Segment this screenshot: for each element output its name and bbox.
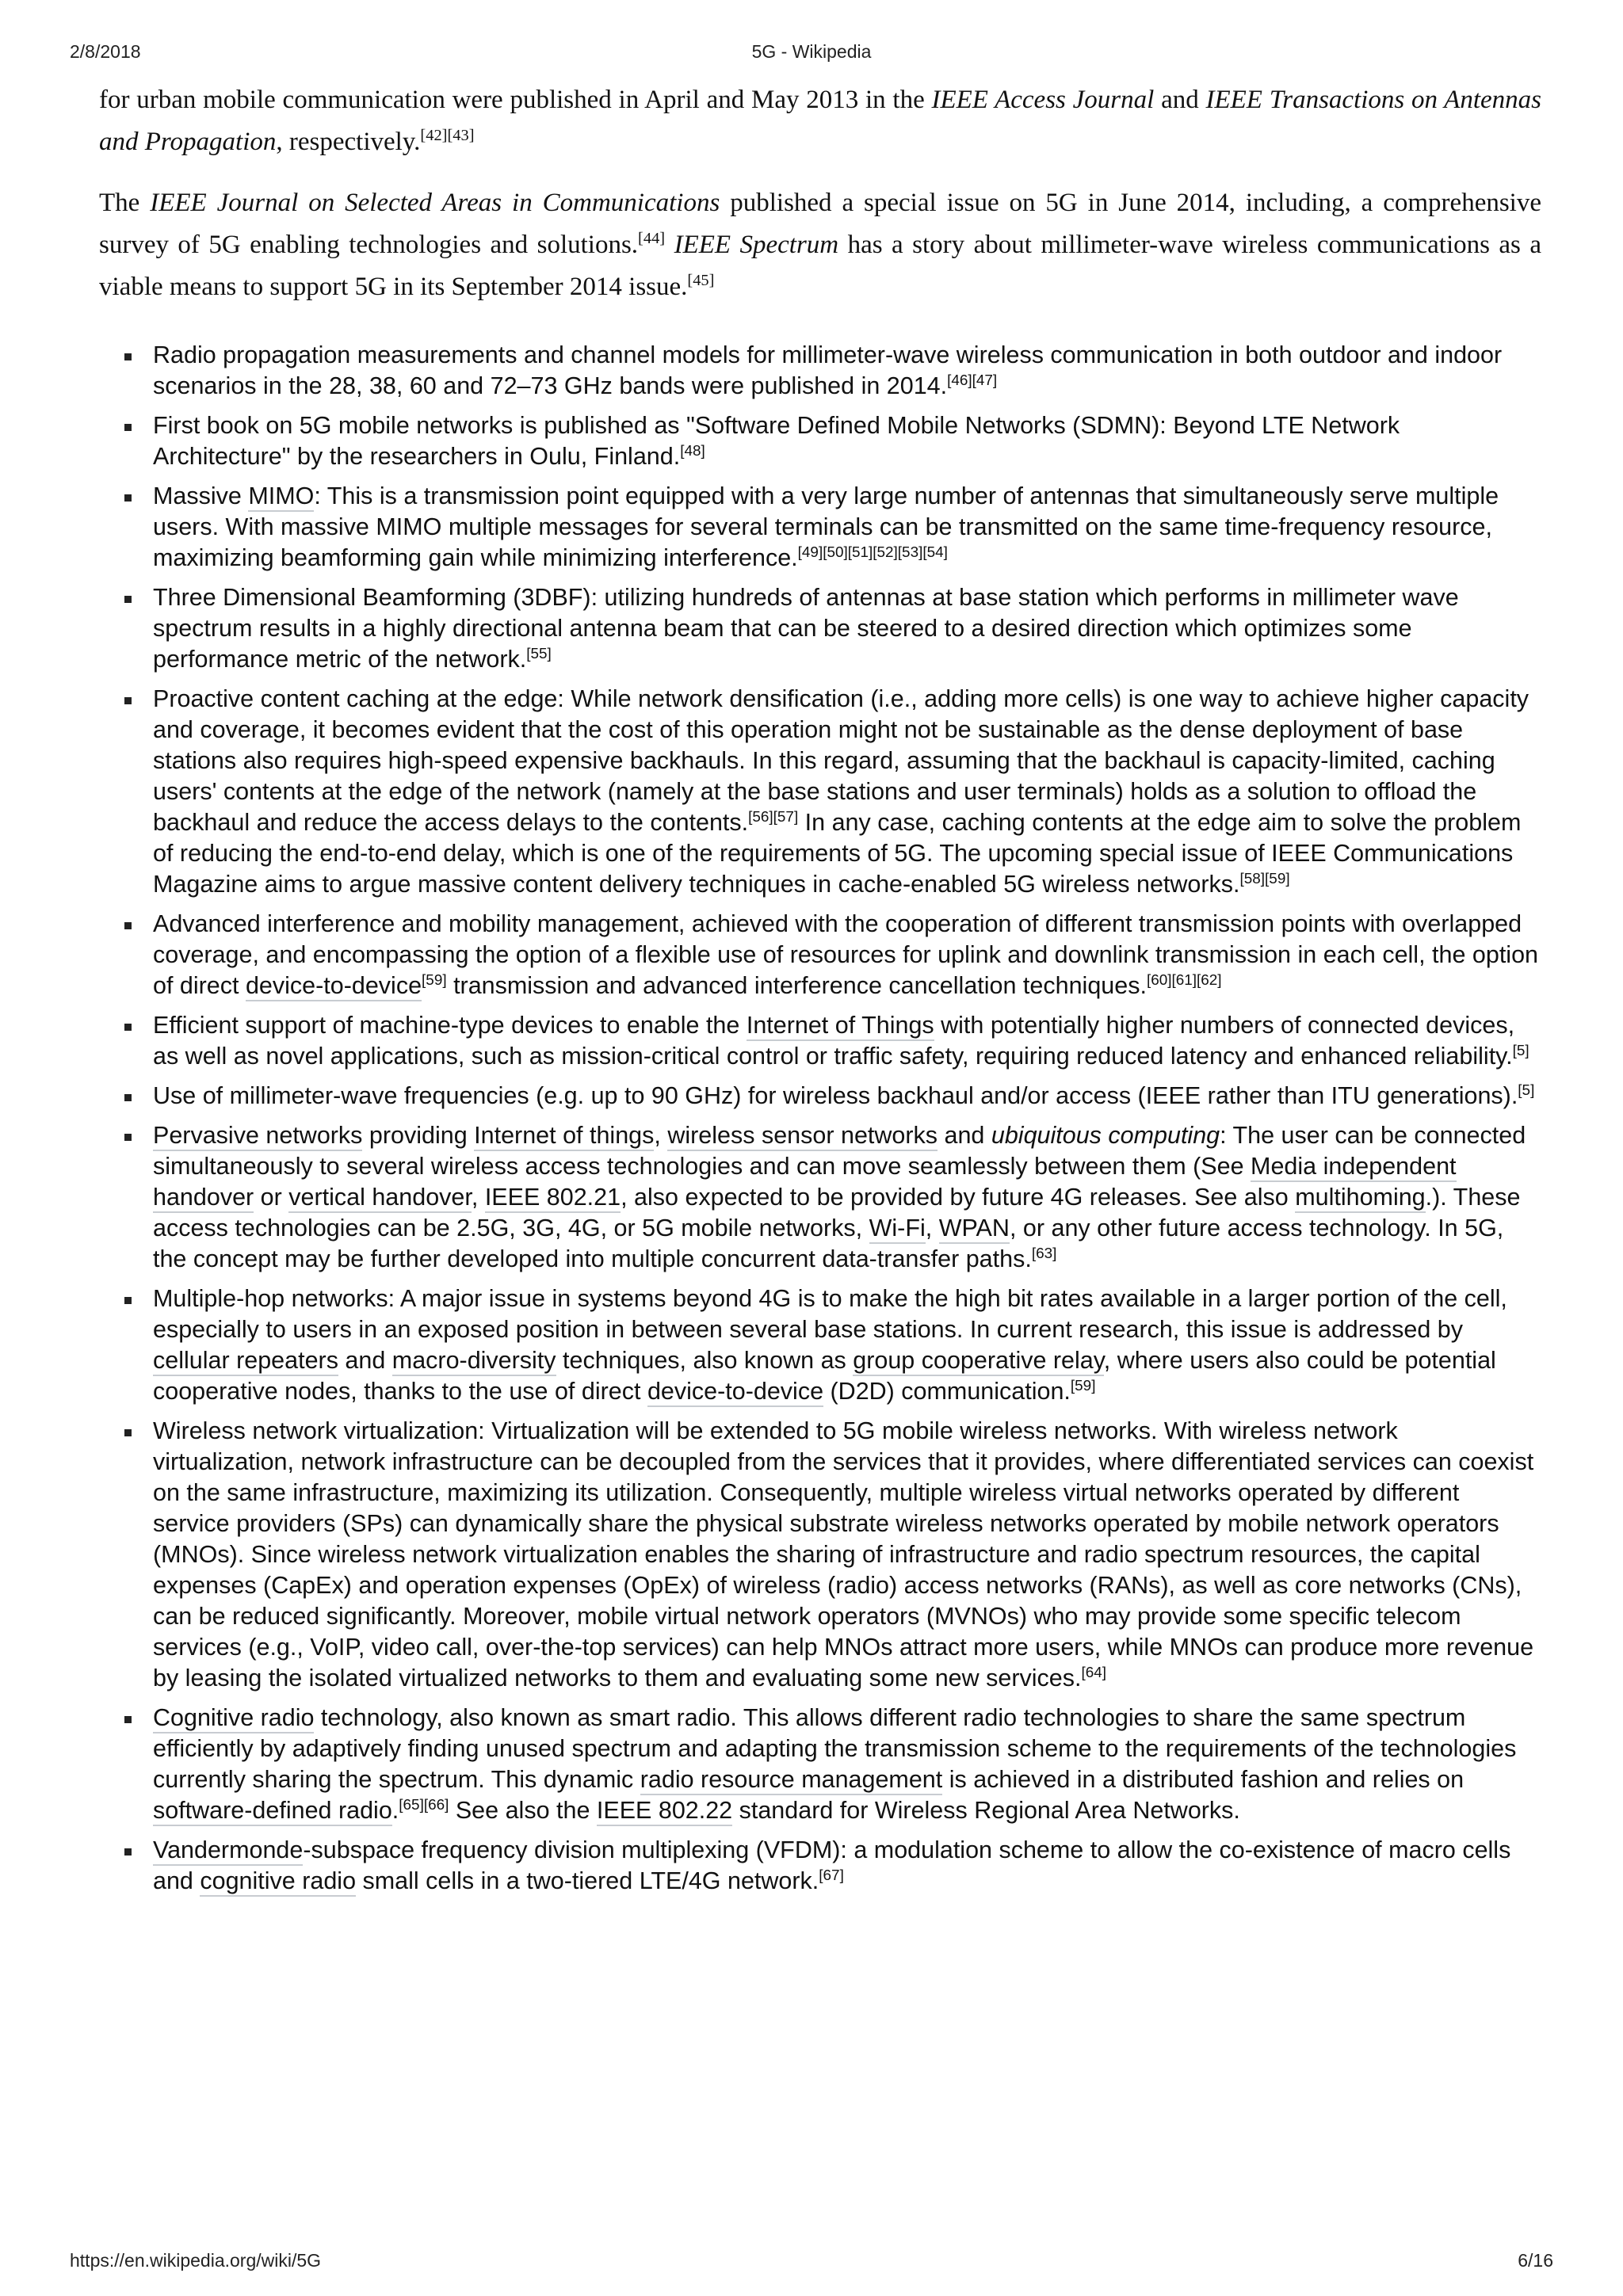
- text: , respectively.: [276, 128, 421, 156]
- italic-journal: IEEE Transactions on Antennas and Propagation: [99, 86, 1541, 156]
- link-software-defined-radio[interactable]: software-defined radio: [153, 1797, 392, 1826]
- text: , or any other future access technology. In 5G, the concept may be further developed into multiple concurrent data-transfer paths.: [153, 1215, 1504, 1272]
- text: (D2D) communication.: [823, 1378, 1071, 1405]
- italic-journal: IEEE Spectrum: [674, 231, 839, 259]
- technology-bullet-list: [99, 340, 1541, 1897]
- print-footer: [0, 2250, 1623, 2274]
- link-mimo[interactable]: MIMO: [248, 482, 314, 512]
- italic-journal: IEEE Access Journal: [931, 86, 1155, 114]
- link-macro-diversity[interactable]: macro-diversity: [392, 1347, 556, 1376]
- text: published a special issue on 5G in June 2014, including, a comprehensive survey of 5G enabling technologies and solutions.: [99, 189, 1541, 259]
- link-ieee-802-22[interactable]: IEEE 802.22: [597, 1797, 732, 1826]
- link-wpan[interactable]: WPAN: [939, 1215, 1010, 1244]
- link-internet-of-things[interactable]: Internet of Things: [747, 1012, 934, 1041]
- link-wireless-sensor-networks[interactable]: wireless sensor networks: [667, 1122, 938, 1151]
- list-item: [99, 909, 1541, 1001]
- citation-ref[interactable]: [48]: [680, 442, 705, 460]
- text: See also the: [449, 1797, 597, 1824]
- link-internet-of-things[interactable]: Internet of things: [474, 1122, 654, 1151]
- text: First book on 5G mobile networks is published as "Software Defined Mobile Networks (SDMN): Beyond LTE Network Architecture" by the researchers in Oulu, Finland.: [153, 412, 1400, 470]
- text: techniques, also known as: [556, 1347, 854, 1374]
- list-item: [99, 340, 1541, 402]
- text: [665, 231, 674, 259]
- text: .: [391, 1797, 399, 1824]
- citation-ref[interactable]: [5]: [1518, 1081, 1535, 1099]
- list-item: [99, 1283, 1541, 1407]
- text: , also expected to be provided by future 4G releases. See also: [621, 1184, 1296, 1211]
- paragraph-ieee-jsac: [99, 182, 1541, 308]
- link-cellular-repeaters[interactable]: cellular repeaters: [153, 1347, 338, 1376]
- text: , where users also could be potential cooperative nodes, thanks to the use of direct: [153, 1347, 1496, 1405]
- citation-ref[interactable]: [59]: [1070, 1377, 1096, 1394]
- list-item: [99, 410, 1541, 472]
- link-multihoming[interactable]: multihoming: [1295, 1184, 1425, 1213]
- print-header: [0, 41, 1623, 65]
- list-item: [99, 481, 1541, 574]
- list-item: [99, 1081, 1541, 1112]
- link-cognitive-radio[interactable]: Cognitive radio: [153, 1704, 314, 1733]
- text: for urban mobile communication were published in April and May 2013 in the: [99, 86, 932, 114]
- text: Radio propagation measurements and channel models for millimeter-wave wireless communication in both outdoor and indoor scenarios in the 28, 38, 60 and 72–73 GHz bands were published in 2014.: [153, 341, 1503, 399]
- list-item: [99, 1010, 1541, 1072]
- text: : The user can be connected simultaneously to several wireless access technologies and can move seamlessly between them (See: [153, 1122, 1526, 1180]
- list-item: [99, 1703, 1541, 1826]
- text: and: [1154, 86, 1206, 114]
- paragraph-ieee-access: [99, 79, 1541, 163]
- text: standard for Wireless Regional Area Networks.: [732, 1797, 1240, 1824]
- text: Massive: [153, 482, 249, 509]
- text: technology, also known as smart radio. This allows different radio technologies to share the same spectrum efficiently by adaptively finding unused spectrum and adapting the transmission scheme to the requirements of the technologies currently sharing the spectrum. This dynamic: [153, 1704, 1517, 1793]
- text: The: [99, 189, 151, 217]
- link-media-independent-handover[interactable]: Media independent handover: [153, 1153, 1457, 1213]
- text: and: [938, 1122, 991, 1149]
- text: -subspace frequency division multiplexing (VFDM): a modulation scheme to allow the co-existence of macro cells and: [153, 1836, 1511, 1894]
- citation-ref[interactable]: [46][47]: [947, 372, 998, 389]
- citation-ref[interactable]: [49][50][51][52][53][54]: [797, 543, 948, 561]
- link-vandermonde[interactable]: Vandermonde: [153, 1836, 303, 1866]
- print-page-title: 5G - Wikipedia: [751, 41, 872, 62]
- link-ieee-802-21[interactable]: IEEE 802.21: [485, 1184, 621, 1213]
- list-item: [99, 1835, 1541, 1897]
- link-wi-fi[interactable]: Wi-Fi: [869, 1215, 926, 1244]
- text: Wireless network virtualization: Virtualization will be extended to 5G mobile wireless networks. With wireless network virtualization, network infrastructure can be decoupled from the services that it provides, where differentiated services can coexist on the same infrastructure, maximizing its utilization. Consequently, multiple wireless virtual networks operated by different service providers (SPs) can dynamically share the physical substrate wireless networks operated by mobile network operators (MNOs). Since wireless network virtualization enables the sharing of infrastructure and radio spectrum resources, the capital expenses (CapEx) and operation expenses (OpEx) of wireless (radio) access networks (RANs), as well as core networks (CNs), can be reduced significantly. Moreover, mobile virtual network operators (MVNOs) who may provide some specific telecom services (e.g., VoIP, video call, over-the-top services) can help MNOs attract more users, while MNOs can produce more revenue by leasing the isolated virtualized networks to them and evaluating some new services.: [153, 1417, 1534, 1691]
- link-vertical-handover[interactable]: vertical handover: [288, 1184, 472, 1213]
- citation-ref[interactable]: [5]: [1512, 1042, 1529, 1059]
- text: : This is a transmission point equipped with a very large number of antennas that simultaneously serve multiple users. With massive MIMO multiple messages for several terminals can be transmitted on the same time-frequency resource, maximizing beamforming gain while minimizing interference.: [153, 482, 1499, 571]
- text: and: [338, 1347, 392, 1374]
- text: has a story about millimeter-wave wireless communications as a viable means to support 5G in its September 2014 issue.: [99, 231, 1542, 301]
- text: Use of millimeter-wave frequencies (e.g. up to 90 GHz) for wireless backhaul and/or access (IEEE rather than ITU generations).: [153, 1082, 1518, 1109]
- text: providing: [362, 1122, 475, 1149]
- link-device-to-device[interactable]: device-to-device: [647, 1378, 823, 1407]
- citation-ref[interactable]: [56][57]: [748, 808, 799, 826]
- citation-ref[interactable]: [64]: [1081, 1664, 1107, 1681]
- text: ,: [654, 1122, 668, 1149]
- citation-ref[interactable]: [45]: [687, 272, 715, 289]
- text: ,: [471, 1184, 485, 1211]
- text: with potentially higher numbers of connected devices, as well as novel applications, such as mission-critical control or traffic safety, requiring reduced latency and enhanced reliability.: [153, 1012, 1515, 1070]
- italic-term: ubiquitous computing: [991, 1122, 1220, 1149]
- link-pervasive-networks[interactable]: Pervasive networks: [153, 1122, 362, 1151]
- citation-ref[interactable]: [65][66]: [399, 1796, 449, 1814]
- text: ,: [925, 1215, 939, 1241]
- citation-ref[interactable]: [58][59]: [1239, 870, 1290, 887]
- citation-ref[interactable]: [60][61][62]: [1146, 971, 1222, 989]
- citation-ref[interactable]: [44]: [638, 230, 666, 247]
- text: small cells in a two-tiered LTE/4G network.: [356, 1867, 819, 1894]
- text: Efficient support of machine-type devices to enable the: [153, 1012, 747, 1039]
- text: transmission and advanced interference cancellation techniques.: [446, 972, 1147, 999]
- print-url: https://en.wikipedia.org/wiki/5G: [70, 2250, 322, 2271]
- link-group-cooperative-relay[interactable]: group cooperative relay: [853, 1347, 1103, 1376]
- citation-ref[interactable]: [59]: [422, 971, 447, 989]
- list-item: [99, 582, 1541, 675]
- list-item: [99, 1416, 1541, 1694]
- list-item: [99, 1120, 1541, 1275]
- link-device-to-device[interactable]: device-to-device: [246, 972, 422, 1001]
- text: is achieved in a distributed fashion and relies on: [942, 1766, 1465, 1793]
- link-cognitive-radio[interactable]: cognitive radio: [200, 1867, 356, 1897]
- text: Three Dimensional Beamforming (3DBF): utilizing hundreds of antennas at base station which performs in millimeter wave spectrum results in a highly directional antenna beam that can be steered to a desired direction which optimizes some performance metric of the network.: [153, 584, 1459, 673]
- italic-journal: IEEE Journal on Selected Areas in Communications: [150, 189, 720, 217]
- text: In any case, caching contents at the edge aim to solve the problem of reducing the end-to-end delay, which is one of the requirements of 5G. The upcoming special issue of IEEE Communications Magazine aims to argue massive content delivery techniques in cache-enabled 5G wireless networks.: [153, 809, 1522, 898]
- citation-ref[interactable]: [67]: [819, 1867, 844, 1884]
- citation-ref[interactable]: [42][43]: [420, 127, 475, 144]
- text: Advanced interference and mobility management, achieved with the cooperation of different transmission points with overlapped coverage, and encompassing the option of a flexible use of resources for uplink and downlink transmission in each cell, the option of direct: [153, 910, 1539, 999]
- article-content: [99, 79, 1541, 1905]
- text: .). These access technologies can be 2.5G, 3G, 4G, or 5G mobile networks,: [153, 1184, 1521, 1241]
- text: or: [254, 1184, 289, 1211]
- list-item: [99, 684, 1541, 900]
- print-page-number: 6/16: [1518, 2250, 1553, 2271]
- link-radio-resource-management[interactable]: radio resource management: [640, 1766, 942, 1795]
- citation-ref[interactable]: [55]: [526, 645, 552, 662]
- text: Multiple-hop networks: A major issue in systems beyond 4G is to make the high bit rates available in a larger portion of the cell, especially to users in an exposed position in between several base stations. In current research, this issue is addressed by: [153, 1285, 1507, 1343]
- text: Proactive content caching at the edge: While network densification (i.e., adding more cells) is one way to achieve higher capacity and coverage, it becomes evident that the cost of this operation might not be sustainable as the dense deployment of base stations also requires high-speed expensive backhauls. In this regard, assuming that the backhaul is capacity-limited, caching users' contents at the edge of the network (namely at the base stations and user terminals) holds as a solution to offload the backhaul and reduce the access delays to the contents.: [153, 685, 1529, 836]
- citation-ref[interactable]: [63]: [1031, 1245, 1057, 1262]
- print-date: 2/8/2018: [70, 41, 141, 62]
